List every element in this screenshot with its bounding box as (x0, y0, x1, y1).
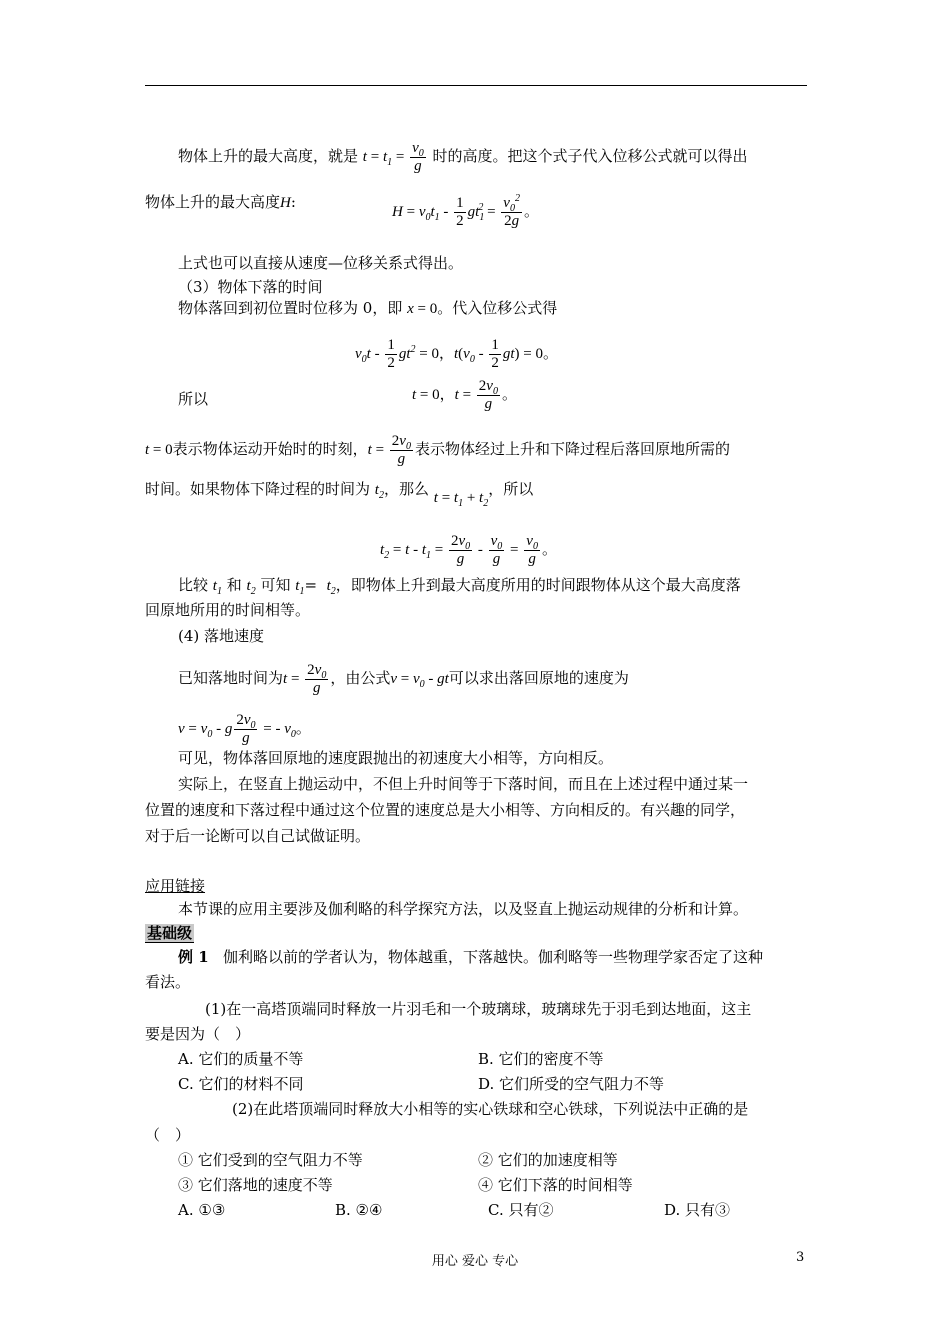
statement: ④ 它们下落的时间相等 (478, 1176, 633, 1194)
option: A. ①③ (178, 1201, 226, 1219)
page-footer: 用心 爱心 专心 (431, 1254, 519, 1269)
text-line: 本节课的应用主要涉及伽利略的科学探究方法，以及竖直上抛运动规律的分析和计算。 (178, 900, 749, 918)
text-line: 所以 (178, 390, 209, 408)
statement: ① 它们受到的空气阻力不等 (178, 1151, 363, 1169)
text-line: 时间。如果物体下降过程的时间为 $t_2$，那么 $t = t_1 + t_2$，所以 (145, 480, 534, 509)
statement: ② 它们的加速度相等 (478, 1151, 618, 1169)
text-line: 回原地所用的时间相等。 (145, 601, 311, 619)
question-line: （ ） (145, 1126, 191, 1144)
section-heading: 应用链接 (145, 877, 206, 895)
formula-velocity: $v = v_0 - g$ $\frac{2v_0}{g}$ = - $v_0$。 (178, 712, 311, 746)
formula-max-height: $H = v_0t_1$ - $\frac{1}{2}$ $gt_1^2$ = $\frac{v_0^2}{2g}$ 。 (392, 193, 539, 229)
header-rule (145, 85, 807, 86)
formula-t2: $t_2 = t - t_1$ = $\frac{2v_0}{g}$ - $\frac{v_0}{g}$ = $\frac{v_0}{g}$ 。 (380, 533, 557, 567)
page-number: 3 (796, 1250, 805, 1265)
question-line: 要是因为（ ） (145, 1025, 251, 1043)
text-line: 上式也可以直接从速度—位移关系式得出。 (178, 254, 464, 272)
text-line: 对于后一论断可以自己试做证明。 (145, 827, 371, 845)
option: A. 它们的质量不等 (178, 1050, 304, 1068)
section-title: （3）物体下落的时间 (178, 278, 323, 296)
section-title: (4) 落地速度 (178, 627, 265, 645)
text-line: 已知落地时间为t = $\frac{2v_0}{g}$ ，由公式$v = v_0$ - gt可以求出落回原地的速度为 (178, 662, 629, 696)
text-line: 物体上升的最大高度，就是 $t = t_1$ = $\frac{v_0}{g}$ 时的高度。把这个式子代入位移公式就可以得出 (178, 140, 748, 174)
formula-x0: x = 0 (407, 301, 438, 317)
level-label: 基础级 (147, 924, 193, 942)
option: C. 只有② (488, 1201, 554, 1219)
text-line: 物体落回到初位置时位移为 0，即 x = 0。代入位移公式得 (178, 299, 558, 317)
text-line: t = 0表示物体运动开始时的时刻，t = $\frac{2v_0}{g}$ 表示物体经过上升和下降过程后落回原地所需的 (145, 433, 730, 467)
text-line: 实际上，在竖直上抛运动中，不但上升时间等于下落时间，而且在上述过程中通过某一 (178, 775, 749, 793)
text-line: 物体上升的最大高度H: (145, 193, 296, 211)
option: B. ②④ (335, 1201, 383, 1219)
option: D. 它们所受的空气阻力不等 (478, 1075, 665, 1093)
question-line: (2)在此塔顶端同时释放大小相等的实心铁球和空心铁球，下列说法中正确的是 (232, 1100, 749, 1118)
option: D. 只有③ (664, 1201, 731, 1219)
formula-solutions: t = 0，t = $\frac{2v_0}{g}$ 。 (412, 378, 517, 412)
formula-displacement: $v_0t$ - $\frac{1}{2}$ $gt^2 = 0$，$t(v_0$ - $\frac{1}{2}$ gt) = 0。 (355, 337, 558, 371)
option: B. 它们的密度不等 (478, 1050, 604, 1068)
text-line: 可见，物体落回原地的速度跟抛出的初速度大小相等，方向相反。 (178, 749, 614, 767)
text-line: 比较 $t_1$ 和 $t_2$ 可知 $t_1= t_2$，即物体上升到最大高度所用的时间跟物体从这个最大高度落 (178, 576, 741, 597)
option: C. 它们的材料不同 (178, 1075, 304, 1093)
statement: ③ 它们落地的速度不等 (178, 1176, 333, 1194)
text-line: 看法。 (145, 973, 191, 991)
question-line: (1)在一高塔顶端同时释放一片羽毛和一个玻璃球，玻璃球先于羽毛到达地面，这主 (205, 1000, 752, 1018)
formula-t1: $t = t_1$ = $\frac{v_0}{g}$ (362, 140, 424, 174)
example-line: 例 1 伽利略以前的学者认为，物体越重，下落越快。伽利略等一些物理学家否定了这种 (178, 948, 763, 966)
text-line: 位置的速度和下落过程中通过这个位置的速度总是大小相等、方向相反的。有兴趣的同学， (145, 801, 746, 819)
